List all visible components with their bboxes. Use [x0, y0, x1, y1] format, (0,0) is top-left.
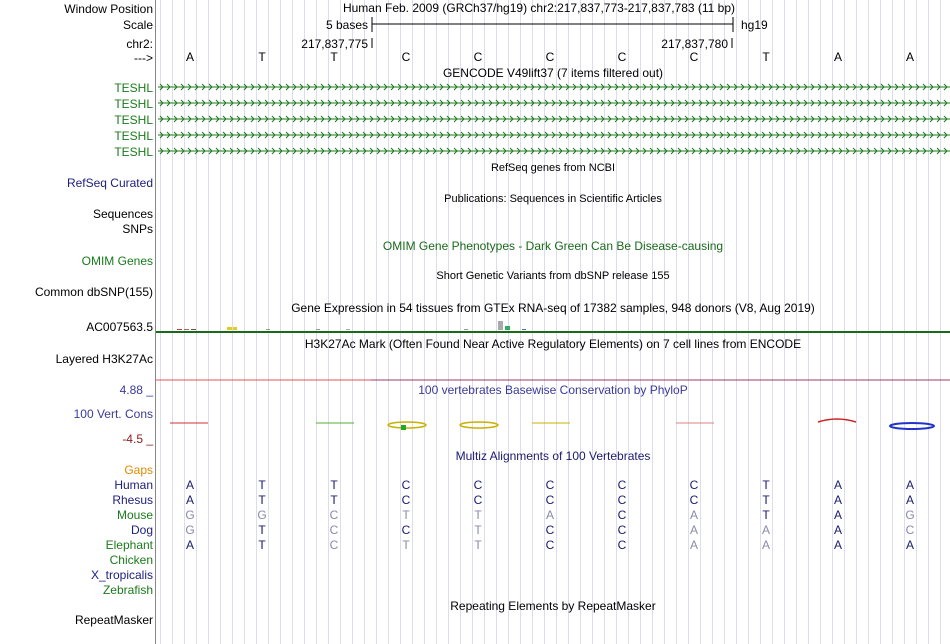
species-label-zebrafish: Zebrafish — [102, 583, 153, 597]
alignment-base: A — [761, 523, 770, 537]
alignment-base: C — [401, 493, 411, 507]
alignment-base: C — [617, 538, 627, 552]
alignment-base: T — [258, 493, 266, 507]
phylop-glyph — [401, 425, 406, 430]
species-label-xtropicalis: X_tropicalis — [90, 568, 153, 582]
species-label-rhesus: Rhesus — [112, 493, 153, 507]
alignment-base: C — [617, 493, 627, 507]
species-label-dog: Dog — [130, 523, 153, 537]
alignment-base: T — [402, 508, 410, 522]
gencode-transcripts[interactable] — [156, 80, 950, 156]
alignment-base: G — [257, 508, 267, 522]
alignment-base: C — [329, 523, 339, 537]
reference-base: T — [330, 50, 338, 64]
alignment-base: C — [401, 523, 411, 537]
phylop-glyph — [818, 419, 856, 422]
phylop-glyph — [890, 423, 934, 429]
alignment-base: A — [905, 478, 914, 492]
alignment-base: C — [401, 478, 411, 492]
alignment-base: T — [762, 493, 770, 507]
alignment-base: G — [185, 523, 195, 537]
reference-base: C — [401, 50, 411, 64]
alignment-base: A — [689, 538, 698, 552]
reference-base: C — [689, 50, 699, 64]
chromosome-label: chr2: — [126, 37, 153, 51]
alignment-base: C — [617, 508, 627, 522]
publications-track-title: Publications: Sequences in Scientific Articles — [444, 193, 662, 205]
refseq-track-title: RefSeq genes from NCBI — [490, 162, 616, 174]
reference-base: T — [762, 50, 770, 64]
multiz-track-title: Multiz Alignments of 100 Vertebrates — [455, 449, 651, 463]
gtex-track-title: Gene Expression in 54 tissues from GTEx RNA-seq of 17382 samples, 948 donors (V8, Aug 2019) — [291, 301, 815, 315]
alignment-base: C — [545, 478, 555, 492]
alignment-base: T — [330, 493, 338, 507]
dbsnp-track-title: Short Genetic Variants from dbSNP release 155 — [436, 270, 670, 282]
coord-left-text: 217,837,775 — [301, 37, 368, 51]
alignment-base: T — [474, 523, 482, 537]
window-position-label: Window Position — [64, 2, 153, 16]
alignment-base: A — [185, 538, 194, 552]
scale-label: Scale — [122, 18, 153, 32]
cons-track-label[interactable]: 100 Vert. Cons — [73, 407, 153, 421]
refseq-track-label[interactable]: RefSeq Curated — [66, 176, 153, 190]
alignment-base: A — [905, 493, 914, 507]
gencode-track-title: GENCODE V49lift37 (7 items filtered out) — [442, 66, 664, 80]
phylop-glyph — [388, 422, 426, 428]
phylop-track-title: 100 vertebrates Basewise Conservation by PhyloP — [418, 383, 688, 397]
alignment-base: C — [905, 523, 915, 537]
alignment-base: A — [689, 508, 698, 522]
dbsnp-track-label[interactable]: Common dbSNP(155) — [34, 285, 153, 299]
alignment-base: A — [761, 538, 770, 552]
gencode-gene-label[interactable]: TESHL — [114, 145, 153, 159]
alignment-base: T — [258, 478, 266, 492]
alignment-base: C — [545, 538, 555, 552]
strand-arrow-label[interactable]: ---> — [134, 51, 153, 65]
alignment-base: C — [473, 493, 483, 507]
alignment-base: T — [330, 478, 338, 492]
alignment-base: C — [329, 538, 339, 552]
alignment-base: C — [545, 523, 555, 537]
alignment-base: T — [258, 523, 266, 537]
scale-size-text: 5 bases — [325, 18, 368, 32]
gencode-gene-label[interactable]: TESHL — [114, 97, 153, 111]
gencode-gene-label[interactable]: TESHL — [114, 129, 153, 143]
h3k27ac-track-title: H3K27Ac Mark (Often Found Near Active Regulatory Elements) on 7 cell lines from ENCODE — [304, 337, 802, 351]
h3k27ac-track-label[interactable]: Layered H3K27Ac — [55, 352, 153, 366]
species-label-mouse: Mouse — [116, 508, 153, 522]
cons-min-label: -4.5 _ — [122, 432, 153, 446]
repeatmasker-track-label[interactable]: RepeatMasker — [74, 613, 153, 627]
alignment-base: G — [905, 508, 915, 522]
gencode-gene-label[interactable]: TESHL — [114, 113, 153, 127]
repeatmasker-track-title: Repeating Elements by RepeatMasker — [450, 599, 656, 613]
reference-base: A — [833, 50, 842, 64]
phylop-glyph — [460, 422, 498, 428]
coord-right-text: 217,837,780 — [661, 37, 728, 51]
alignment-base: A — [833, 478, 842, 492]
alignment-base: T — [762, 508, 770, 522]
alignment-base: A — [185, 493, 194, 507]
reference-base: C — [545, 50, 555, 64]
alignment-base: C — [617, 478, 627, 492]
gtex-gene-label[interactable]: AC007563.5 — [86, 320, 153, 334]
assembly-text: hg19 — [741, 18, 768, 32]
species-label-elephant: Elephant — [105, 538, 153, 552]
alignment-base: A — [833, 523, 842, 537]
phylop-signal[interactable] — [156, 414, 950, 434]
reference-base: C — [617, 50, 627, 64]
gaps-label: Gaps — [124, 463, 153, 477]
reference-base: T — [258, 50, 266, 64]
alignment-base: A — [905, 538, 914, 552]
alignment-base: T — [474, 508, 482, 522]
omim-track-label[interactable]: OMIM Genes — [81, 254, 153, 268]
window-position-text: Human Feb. 2009 (GRCh37/hg19) chr2:217,837,773-217,837,783 (11 bp) — [342, 1, 736, 15]
alignment-base: C — [617, 523, 627, 537]
alignment-base: C — [689, 493, 699, 507]
alignment-base: C — [689, 478, 699, 492]
alignment-base: C — [545, 493, 555, 507]
snps-track-label[interactable]: SNPs — [122, 222, 153, 236]
reference-base: A — [185, 50, 194, 64]
alignment-base: A — [545, 508, 554, 522]
alignment-base: A — [689, 523, 698, 537]
alignment-base: T — [762, 478, 770, 492]
alignment-base: T — [258, 538, 266, 552]
species-label-human: Human — [114, 478, 153, 492]
species-label-chicken: Chicken — [109, 553, 153, 567]
alignment-base: A — [833, 493, 842, 507]
reference-base: C — [473, 50, 483, 64]
alignment-base: A — [833, 508, 842, 522]
sequences-track-label[interactable]: Sequences — [92, 207, 153, 221]
alignment-base: T — [474, 538, 482, 552]
alignment-base: G — [185, 508, 195, 522]
alignment-base: T — [402, 538, 410, 552]
alignment-base: A — [185, 478, 194, 492]
omim-track-title: OMIM Gene Phenotypes - Dark Green Can Be Disease-causing — [382, 239, 724, 253]
gencode-gene-label[interactable]: TESHL — [114, 81, 153, 95]
reference-base: A — [905, 50, 914, 64]
gtex-expression-bars[interactable] — [156, 318, 950, 334]
alignment-base: C — [473, 478, 483, 492]
alignment-base: A — [833, 538, 842, 552]
cons-max-label: 4.88 _ — [119, 383, 153, 397]
alignment-base: C — [329, 508, 339, 522]
